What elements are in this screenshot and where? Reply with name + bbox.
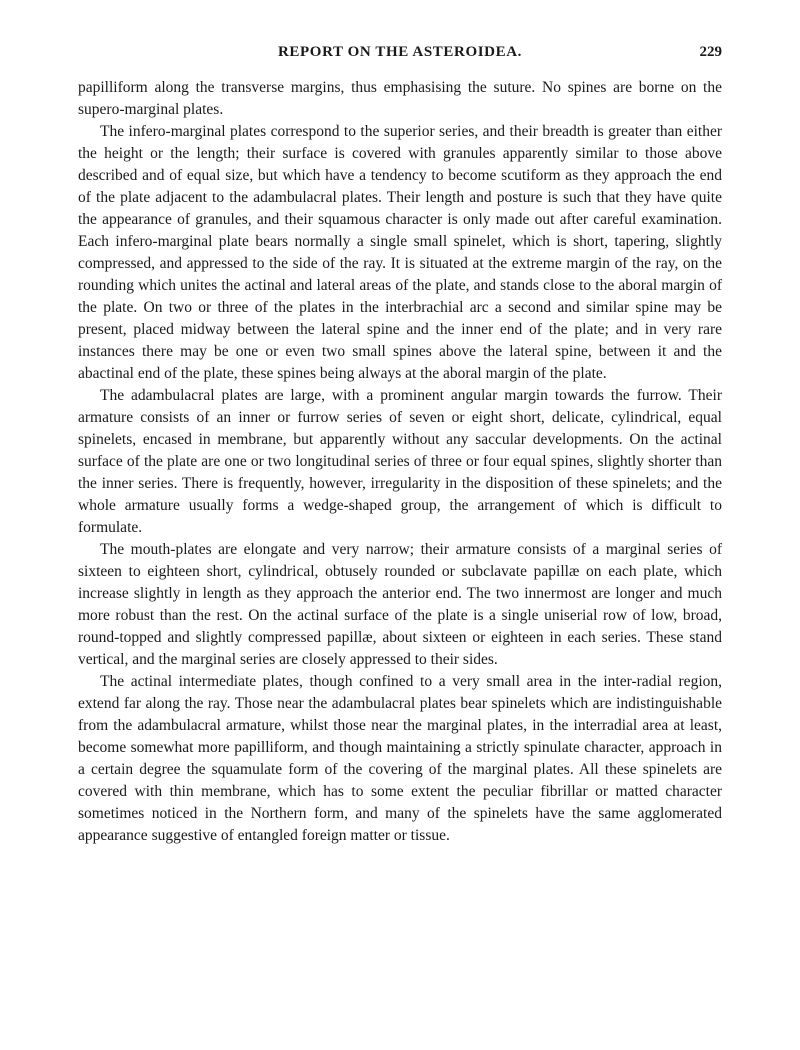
page-number: 229 — [699, 44, 722, 60]
running-head — [78, 44, 722, 64]
paragraph-actinal-intermediate-plates: The actinal intermediate plates, though confined to a very small area in the inter-radial region, extend far along the ray. Those near the adambulacral plates bear spinelets which are indistinguishable from the adambulacral armature, whilst those near the marginal plates, in the interradial area at least, become somewhat more papilliform, and though maintaining a strictly spinulate character, approach in a certain degree the squamulate form of the covering of the marginal plates. All these spinelets are covered with thin membrane, which has to some extent the peculiar fibrillar or matted character sometimes noticed in the Northern form, and many of the spinelets have the same agglomerated appearance suggestive of entangled foreign matter or tissue. — [78, 673, 722, 844]
body-text — [78, 77, 722, 847]
paragraph-mouth-plates: The mouth-plates are elongate and very narrow; their armature consists of a marginal series of sixteen to eighteen short, cylindrical, obtusely rounded or subclavate papillæ on each plate, which increase slightly in length as they approach the anterior end. The two innermost are longer and much more robust than the rest. On the actinal surface of the plate is a single uniserial row of low, broad, round-topped and slightly compressed papillæ, about sixteen or eighteen in each series. These stand vertical, and the marginal series are closely appressed to their sides. — [78, 541, 722, 668]
running-head-title: REPORT ON THE ASTEROIDEA. — [278, 44, 522, 60]
paragraph-adambulacral-plates: The adambulacral plates are large, with a prominent angular margin towards the furrow. Their armature consists of an inner or furrow series of seven or eight short, delicate, cylindrical, equal spinelets, encased in membrane, but apparently without any saccular developments. On the actinal surface of the plate are one or two longitudinal series of three or four equal spines, slightly shorter than the inner series. There is frequently, however, irregularity in the disposition of these spinelets; and the whole armature usually forms a wedge-shaped group, the arrangement of which is difficult to formulate. — [78, 387, 722, 536]
paragraph-continuation: papilliform along the transverse margins, thus emphasising the suture. No spines are borne on the supero-marginal plates. — [78, 79, 722, 118]
paragraph-infero-marginal-plates: The infero-marginal plates correspond to the superior series, and their breadth is greater than either the height or the length; their surface is covered with granules apparently similar to those above described and of equal size, but which have a tendency to become scutiform as they approach the end of the plate adjacent to the adambulacral plates. Their length and posture is such that they have quite the appearance of granules, and their squamous character is only made out after careful examination. Each infero-marginal plate bears normally a single small spinelet, which is short, tapering, slightly compressed, and appressed to the side of the ray. It is situated at the extreme margin of the ray, on the rounding which unites the actinal and lateral areas of the plate, and stands close to the aboral margin of the plate. On two or three of the plates in the interbrachial arc a second and similar spine may be present, placed midway between the lateral spine and the inner end of the plate; and in very rare instances there may be one or even two small spines above the lateral spine, between it and the abactinal end of the plate, these spines being always at the aboral margin of the plate. — [78, 123, 722, 382]
